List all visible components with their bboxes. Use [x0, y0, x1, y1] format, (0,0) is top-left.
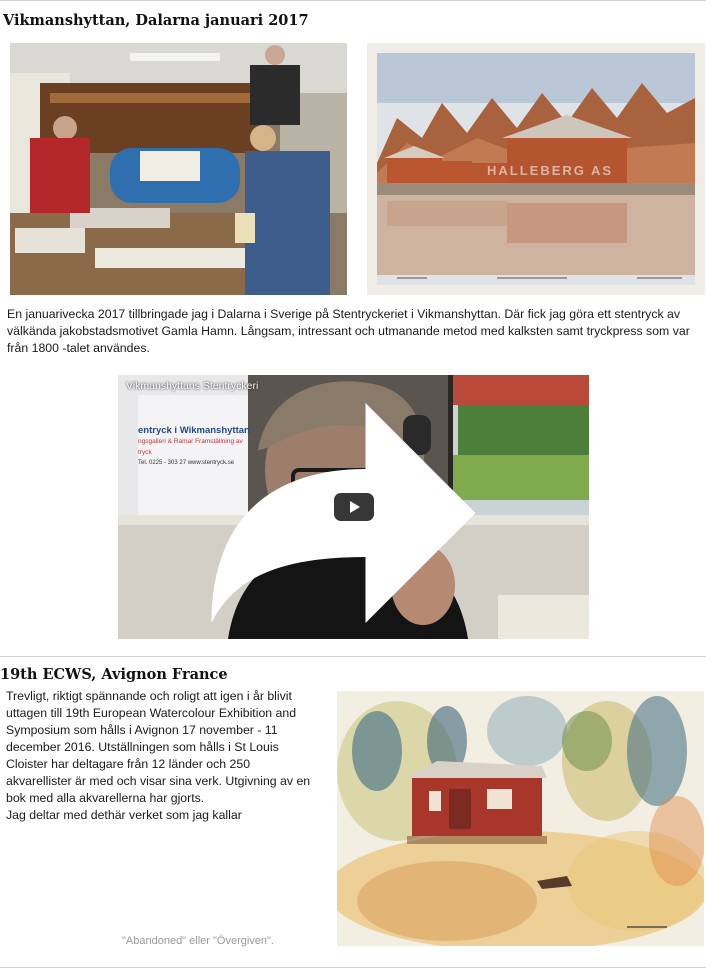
paragraph-line: Symposium som hålls i Avignon 17 november - 11: [6, 723, 278, 737]
section1-paragraph: En januarivecka 2017 tillbringade jag i Dalarna i Sverige på Stentryckeriet i Vikmanshyttan. Där fick jag göra ett stentryck av välkända jakobstadsmotivet Gamla Hamn. Långsam, intressant och utmanande metod med kalksten samt tryckpress som var från 1800 -talet användes.: [7, 307, 690, 355]
paragraph-line: december 2016. Utställningen som hålls i St Louis: [6, 740, 279, 754]
video-player[interactable]: [118, 375, 589, 639]
section2-paragraph: [6, 688, 331, 824]
artwork-caption: "Abandoned" eller "Övergiven".: [122, 935, 274, 947]
paragraph-line: Jag deltar med dethär verket som jag kallar: [6, 808, 242, 822]
paragraph-line: Trevligt, riktigt spännande och roligt att igen i år blivit: [6, 689, 292, 703]
bottom-divider: [0, 967, 706, 968]
section-divider: [0, 656, 706, 657]
sign-line-2: ngsgalleri & Ramar Framställning av tryck: [138, 438, 243, 456]
print-watermark: HALLEBERG AS: [487, 163, 614, 178]
paragraph-line: akvarellister är med och visar sina verk. Utgivning av en: [6, 774, 311, 788]
paragraph-line: uttagen till 19th European Watercolour Exhibition and: [6, 706, 297, 720]
paragraph-line: bok med alla akvarellerna har gjorts.: [6, 791, 205, 805]
workshop-photo: [10, 43, 347, 295]
sign-line-1: entryck i Wikmanshyttan: [138, 425, 250, 436]
top-divider: [0, 0, 706, 1]
gamla-hamn-print-photo: [367, 43, 705, 295]
play-icon[interactable]: [334, 493, 374, 521]
paragraph-line: Cloister har deltagare från 12 länder och 250: [6, 757, 251, 771]
sign-line-3: Tel. 0225 - 303 27 www.stentryck.se: [138, 460, 235, 466]
video-title[interactable]: Vikmanshyttans Stentryckeri: [126, 380, 259, 392]
section-title-ecws: 19th ECWS, Avignon France: [0, 666, 228, 683]
section-title-vikmanshyttan: Vikmanshyttan, Dalarna januari 2017: [3, 12, 309, 29]
abandoned-watercolor: [337, 691, 704, 946]
